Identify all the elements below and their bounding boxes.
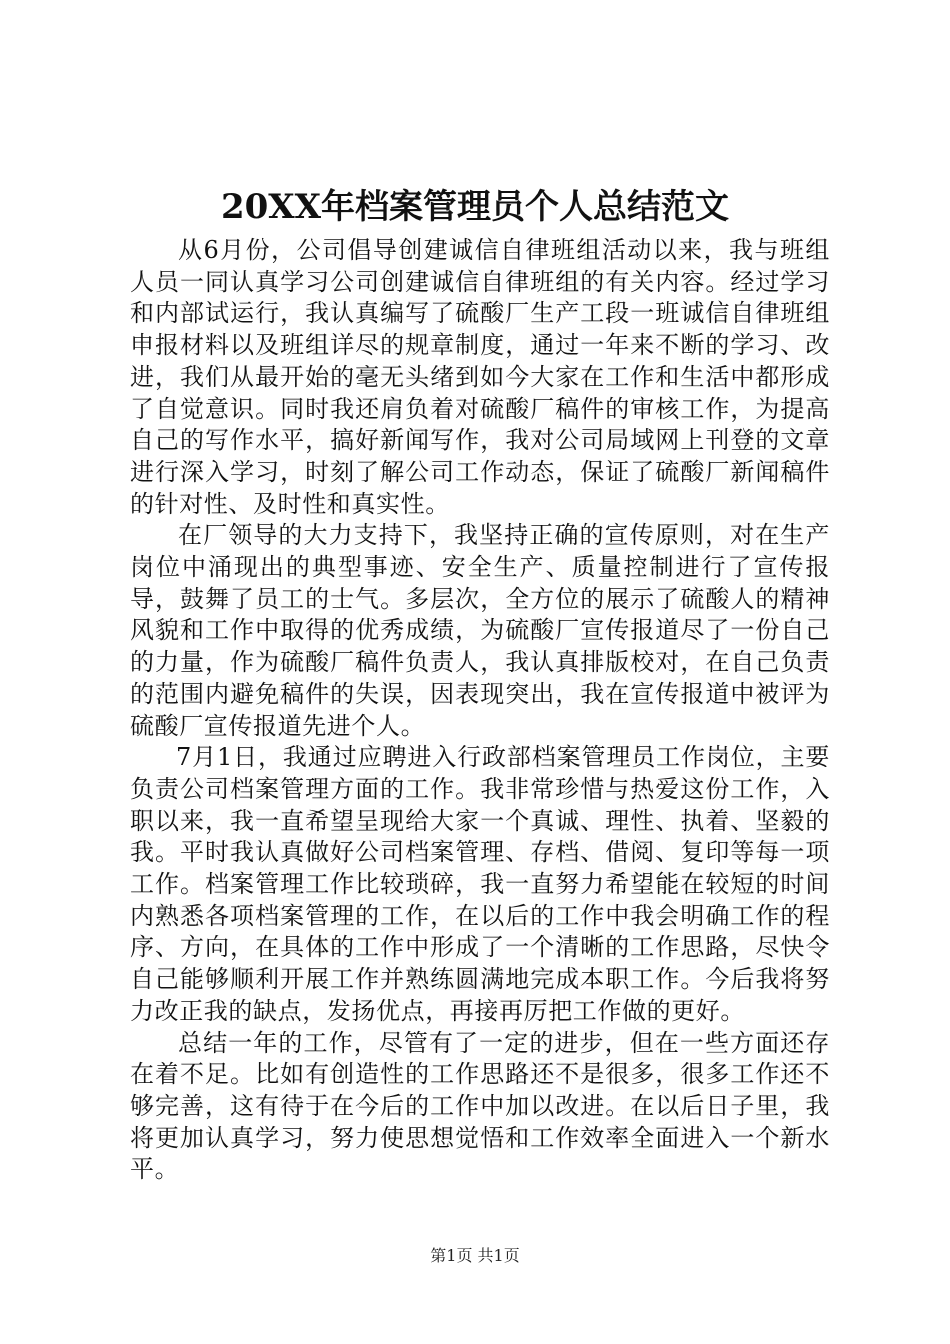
document-body <box>130 235 830 1186</box>
paragraph: 总结一年的工作，尽管有了一定的进步，但在一些方面还存在着不足。比如有创造性的工作思路还不是很多，很多工作还不够完善，这有待于在今后的工作中加以改进。在以后日子里，我将更加认真学习，努力使思想觉悟和工作效率全面进入一个新水平。 <box>130 1028 830 1184</box>
page-number-footer: 第1页 共1页 <box>430 1246 520 1265</box>
document-title: 20XX年档案管理员个人总结范文 <box>220 187 730 227</box>
paragraph: 7月1日，我通过应聘进入行政部档案管理员工作岗位，主要负责公司档案管理方面的工作。我非常珍惜与热爱这份工作，入职以来，我一直希望呈现给大家一个真诚、理性、执着、坚毅的我。平时我认真做好公司档案管理、存档、借阅、复印等每一项工作。档案管理工作比较琐碎，我一直努力希望能在较短的时间内熟悉各项档案管理的工作，在以后的工作中我会明确工作的程序、方向，在具体的工作中形成了一个清晰的工作思路，尽快令自己能够顺利开展工作并熟练圆满地完成本职工作。今后我将努力改正我的缺点，发扬优点，再接再厉把工作做的更好。 <box>130 743 830 1025</box>
paragraph: 在厂领导的大力支持下，我坚持正确的宣传原则，对在生产岗位中涌现出的典型事迹、安全生产、质量控制进行了宣传报导，鼓舞了员工的士气。多层次，全方位的展示了硫酸人的精神风貌和工作中取得的优秀成绩，为硫酸厂宣传报道尽了一份自己的力量，作为硫酸厂稿件负责人，我认真排版校对，在自己负责的范围内避免稿件的失误，因表现突出，我在宣传报道中被评为硫酸厂宣传报道先进个人。 <box>130 521 830 740</box>
paragraph: 从6月份，公司倡导创建诚信自律班组活动以来，我与班组人员一同认真学习公司创建诚信自律班组的有关内容。经过学习和内部试运行，我认真编写了硫酸厂生产工段一班诚信自律班组申报材料以及班组详尽的规章制度，通过一年来不断的学习、改进，我们从最开始的毫无头绪到如今大家在工作和生活中都形成了自觉意识。同时我还肩负着对硫酸厂稿件的审核工作，为提高自己的写作水平，搞好新闻写作，我对公司局域网上刊登的文章进行深入学习，时刻了解公司工作动态，保证了硫酸厂新闻稿件的针对性、及时性和真实性。 <box>130 236 830 518</box>
